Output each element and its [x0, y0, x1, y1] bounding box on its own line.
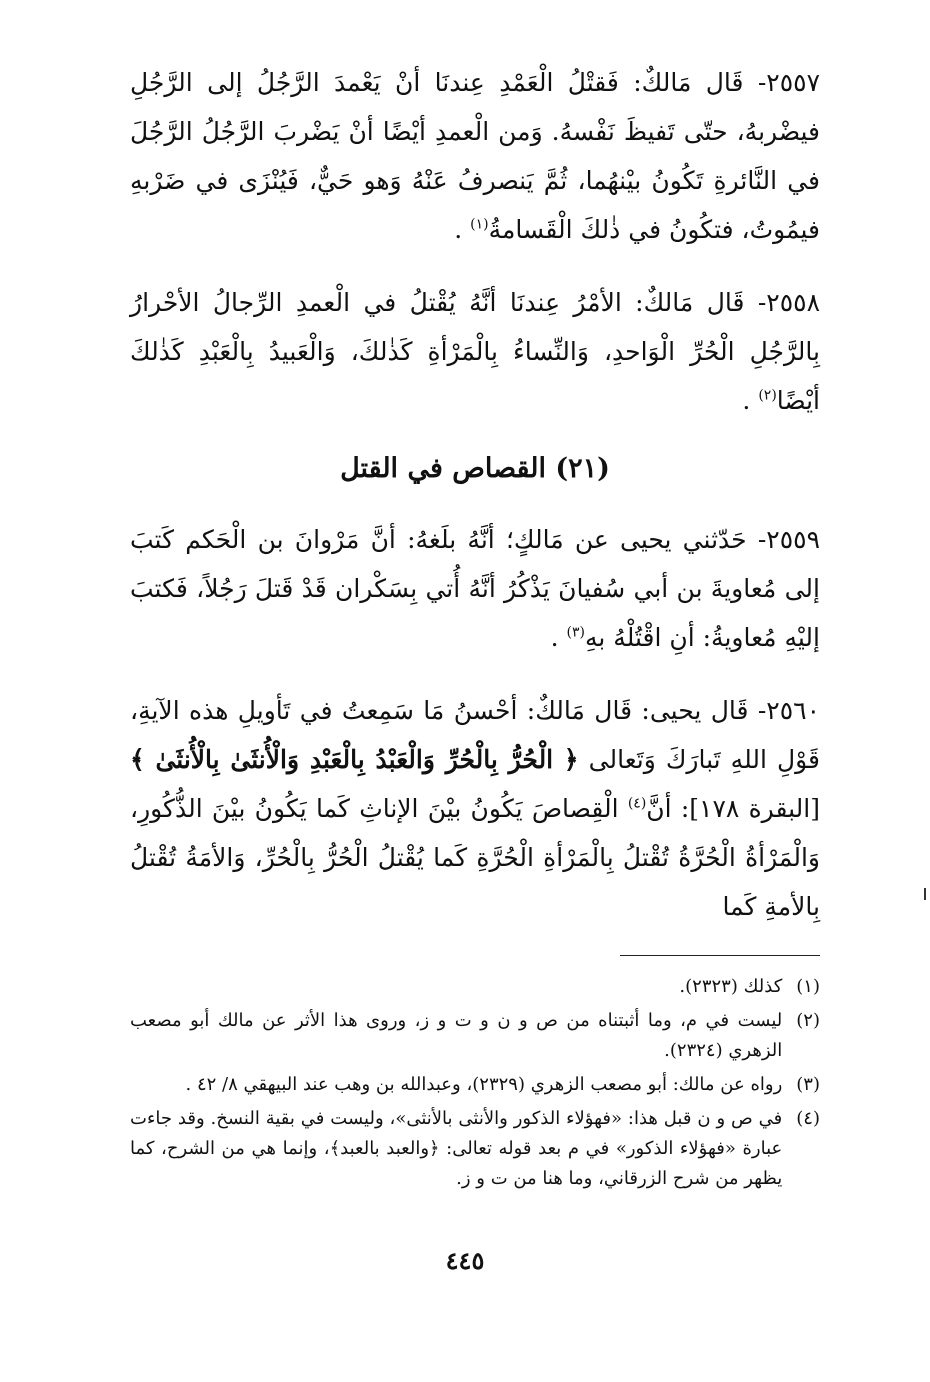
paragraph-text: ٢٥٦٠- قَال يحيى: قَال مَالكٌ: أحْسنُ مَا سَمِعتُ في تَأويلِ هذه الآيةِ، قَوْلِ اللهِ تَبارَكَ وَتَعالى [130, 696, 820, 774]
section-heading: (٢١) القصاص في القتل [340, 453, 610, 484]
paragraph-text-cont: الْقِصاصَ يَكُونُ بيْنَ الإناثِ كَما يَكُونُ بيْنَ الذُّكُورِ، وَالْمَرْأةُ الْحُرَّةُ تُقْتلُ بِالْمَرْأةِ الْحُرَّةِ كَما يُقْتلُ الْحُرُّ بِالْحُرِّ، وَالأمَةُ تُقْتلُ بِالأمةِ كَما [130, 794, 820, 921]
footnote-ref: (٤) [627, 795, 647, 812]
footnote-text: في ص و ن قبل هذا: «فهؤلاء الذكور والأنثى بالأنثى»، وليست في بقية النسخ. وقد جاءت عبارة «فهؤلاء الذكور» في م بعد قوله تعالى: ﴿والعبد بالعبد﴾، وإنما هي من الشرح، كما يظهر من شرح الزرقاني، وما هنا من ت و ز. [130, 1108, 783, 1189]
footnote [130, 1006, 820, 1066]
footnote-text: رواه عن مالك: أبو مصعب الزهري (٢٣٢٩)، وعبدالله بن وهب عند البيهقي ٨/ ٤٢ . [185, 1074, 783, 1095]
footnote-ref: (١) [470, 216, 489, 233]
paragraph-2560 [130, 686, 820, 931]
footnote-text: كذلك (٢٣٢٣). [679, 976, 783, 997]
footnote-text: ليست في م، وما أثبتناه من ص و ن و ت و ز، وروى هذا الأثر عن مالك أبو مصعب الزهري (٢٣٢٤). [130, 1010, 783, 1061]
verse-reference: [البقرة ١٧٨]: أنَّ [646, 794, 820, 823]
paragraph-2558 [130, 278, 820, 425]
paragraph-end: . [550, 623, 567, 652]
paragraph-text: ٢٥٥٧- قَال مَالكٌ: فَقتْلُ الْعَمْدِ عِندنَا أنْ يَعْمدَ الرَّجُلُ إلى الرَّجُلِ فيضْربهُ، حتّى تَفيظَ نَفْسهُ. وَمن الْعمدِ أيْضًا أنْ يَضْربَ الرَّجُلُ الرَّجُلَ في النَّائرةِ تَكُونُ بيْنهُما، ثُمَّ يَنصرفُ عَنْهُ وَهو حَيٌّ، فَيُنْزَى في ضَرْبهِ فيمُوتُ، فتكُونُ في ذٰلكَ الْقَسامةُ [130, 68, 820, 244]
footnote-separator [620, 955, 820, 956]
footnote-number: (١) [796, 976, 820, 997]
paragraph-2559 [130, 515, 820, 662]
footnote-number: (٣) [796, 1074, 820, 1095]
footnote-number: (٢) [796, 1010, 820, 1031]
footnote [130, 1104, 820, 1194]
footnote-number: (٤) [796, 1108, 820, 1129]
paragraph-text: ٢٥٥٩- حَدّثني يحيى عن مَالكٍ؛ أنَّهُ بلَغهُ: أنَّ مَرْوانَ بن الْحَكم كَتبَ إلى مُعاويةَ بن أبي سُفيانَ يَذْكُرُ أنَّهُ أُتي بِسَكْران قَدْ قَتلَ رَجُلاً، فَكتبَ إليْهِ مُعاويةُ: أنِ اقْتُلْهُ بهِ [130, 525, 820, 652]
margin-mark [924, 888, 926, 900]
footnote [130, 1070, 820, 1100]
footnote [130, 972, 820, 1002]
page-body [130, 58, 820, 1198]
footnote-ref: (٢) [758, 387, 777, 404]
page-number: ٤٤٥ [445, 1246, 485, 1275]
paragraph-end: . [454, 215, 471, 244]
paragraph-end: . [742, 386, 759, 415]
paragraph-text: ٢٥٥٨- قَال مَالكٌ: الأمْرُ عِندنَا أنَّهُ يُقْتلُ في الْعمدِ الرِّجالُ الأحْرارُ بِالرَّجُلِ الْحُرِّ الْوَاحدِ، وَالنِّساءُ بِالْمَرْأةِ كَذٰلكَ، وَالْعَبيدُ بِالْعَبْدِ كَذٰلكَ أيْضًا [130, 288, 820, 415]
footnote-ref: (٣) [566, 624, 585, 641]
paragraph-2557 [130, 58, 820, 254]
quran-verse: ﴿ الْحُرُّ بِالْحُرِّ وَالْعَبْدُ بِالْعَبْدِ وَالْأُنثَىٰ بِالْأُنثَىٰ ﴾ [130, 745, 579, 774]
